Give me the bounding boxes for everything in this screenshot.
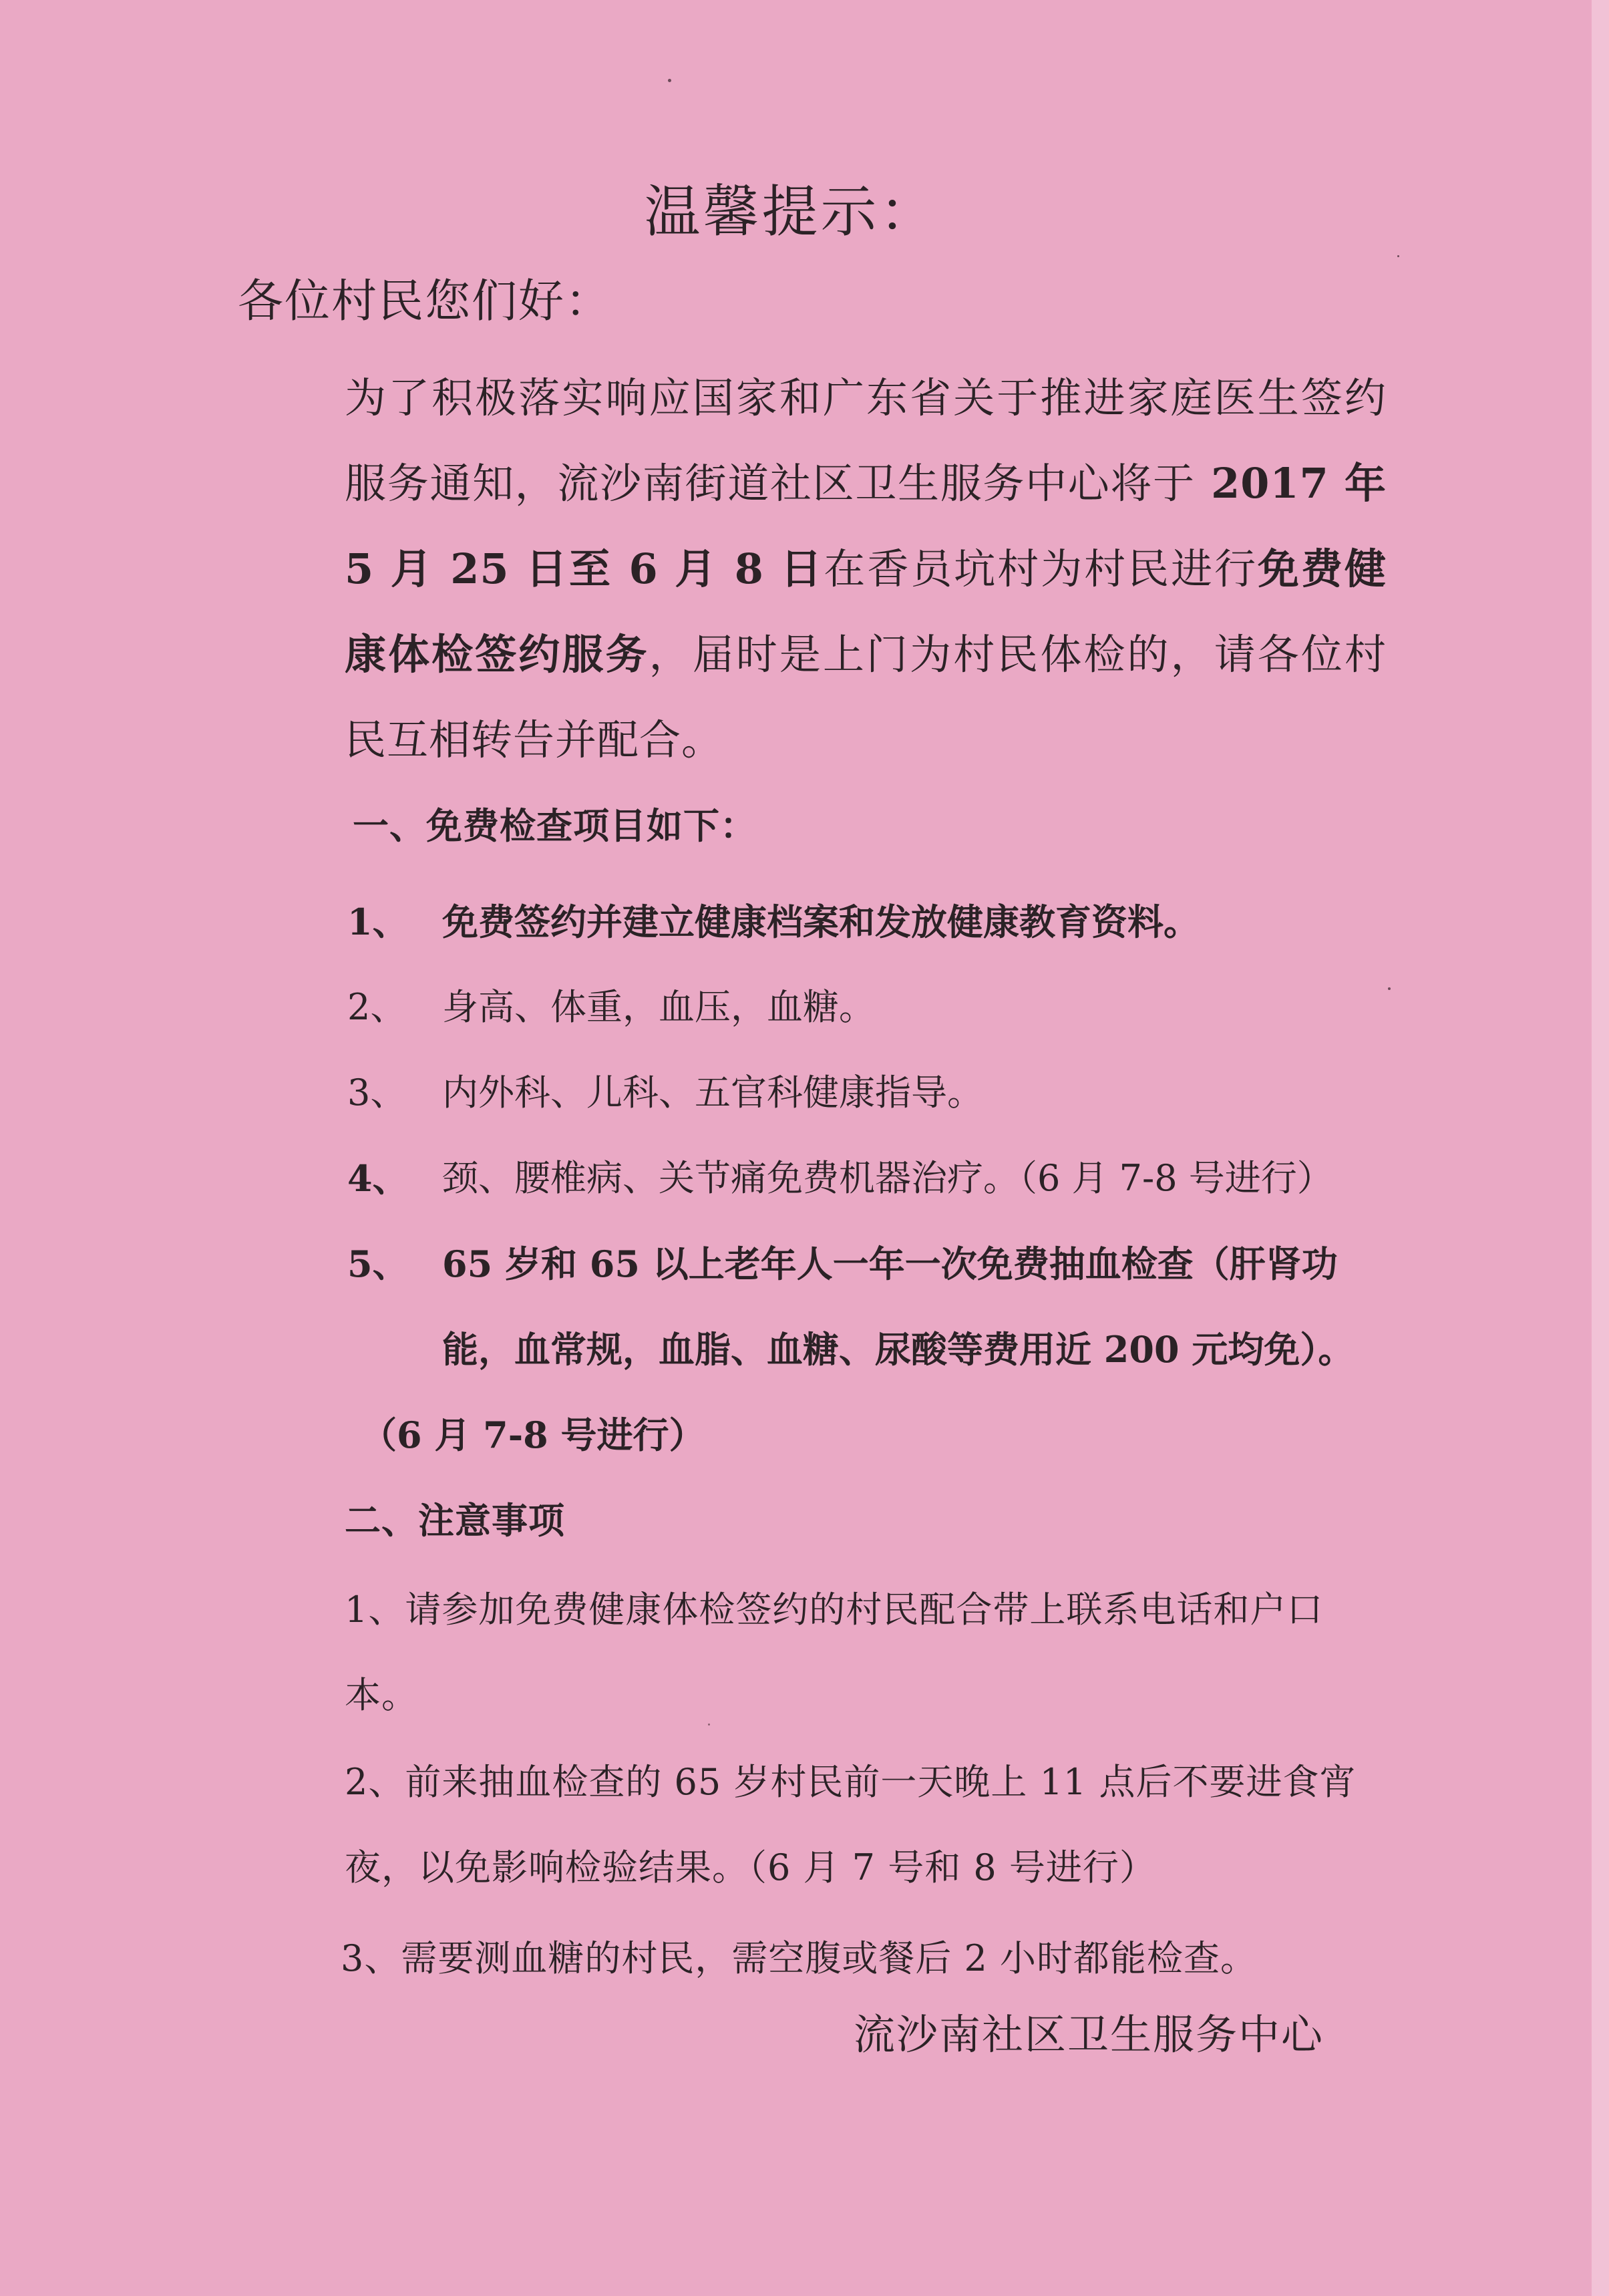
intro-text: 在香员坑村为村民进行 — [824, 544, 1258, 593]
paper-speck — [668, 79, 671, 82]
list-item — [347, 965, 1389, 1050]
intro-paragraph — [345, 355, 1387, 783]
paper-speck — [1397, 255, 1399, 257]
list-item — [347, 1136, 1389, 1221]
notice-title: 温馨提示： — [644, 179, 938, 244]
item-number: 2、 — [347, 986, 407, 1028]
item-text: 颈、腰椎病、关节痛免费机器治疗。（6 月 7-8 号进行） — [442, 1157, 1333, 1199]
item-number: 1、 — [347, 900, 409, 943]
item-number: 5、 — [347, 1243, 409, 1285]
list-item — [347, 1050, 1389, 1136]
item-text: 65 岁和 65 以上老年人一年一次免费抽血检查（肝肾功能，血常规，血脂、血糖、尿酸等费用近 200 元均免）。 — [442, 1243, 1355, 1371]
signature: 流沙南社区卫生服务中心 — [854, 2010, 1324, 2059]
note-item: 2、前来抽血检查的 65 岁村民前一天晚上 11 点后不要进食宵夜，以免影响检验结果。（6 月 7 号和 8 号进行） — [345, 1761, 1357, 1889]
paper-edge — [1592, 0, 1609, 2296]
intro-text: ，届时是上门为村民体检的，请各位村民互相转告并配合。 — [345, 630, 1387, 764]
item-text: 免费签约并建立健康档案和发放健康教育资料。 — [442, 900, 1200, 943]
note-item: 1、请参加免费健康体检签约的村民配合带上联系电话和户口本。 — [345, 1589, 1324, 1716]
list-item — [347, 879, 1389, 965]
intro-service: 免费健康体检签约服务 — [345, 544, 1387, 679]
list-item — [347, 1221, 1389, 1478]
intro-date: 2017 年 5 月 25 日至 6 月 8 日 — [345, 459, 1387, 593]
item-number: 4、 — [347, 1157, 409, 1200]
section-title-notes: 二、注意事项 — [345, 1499, 565, 1542]
item-text: 内外科、儿科、五官科健康指导。 — [442, 1072, 983, 1114]
section-title-free-items: 一、免费检查项目如下： — [353, 804, 757, 847]
item-subtext: （6 月 7-8 号进行） — [361, 1414, 705, 1456]
intro-text: 为了积极落实响应国家和广东省关于推进家庭医生签约服务通知，流沙南街道社区卫生服务中心将于 — [345, 373, 1387, 508]
greeting: 各位村民您们好： — [238, 275, 612, 328]
item-number: 3、 — [347, 1072, 407, 1114]
note-item: 3、需要测血糖的村民，需空腹或餐后 2 小时都能检查。 — [341, 1937, 1258, 1979]
item-text: 身高、体重，血压，血糖。 — [442, 986, 875, 1028]
